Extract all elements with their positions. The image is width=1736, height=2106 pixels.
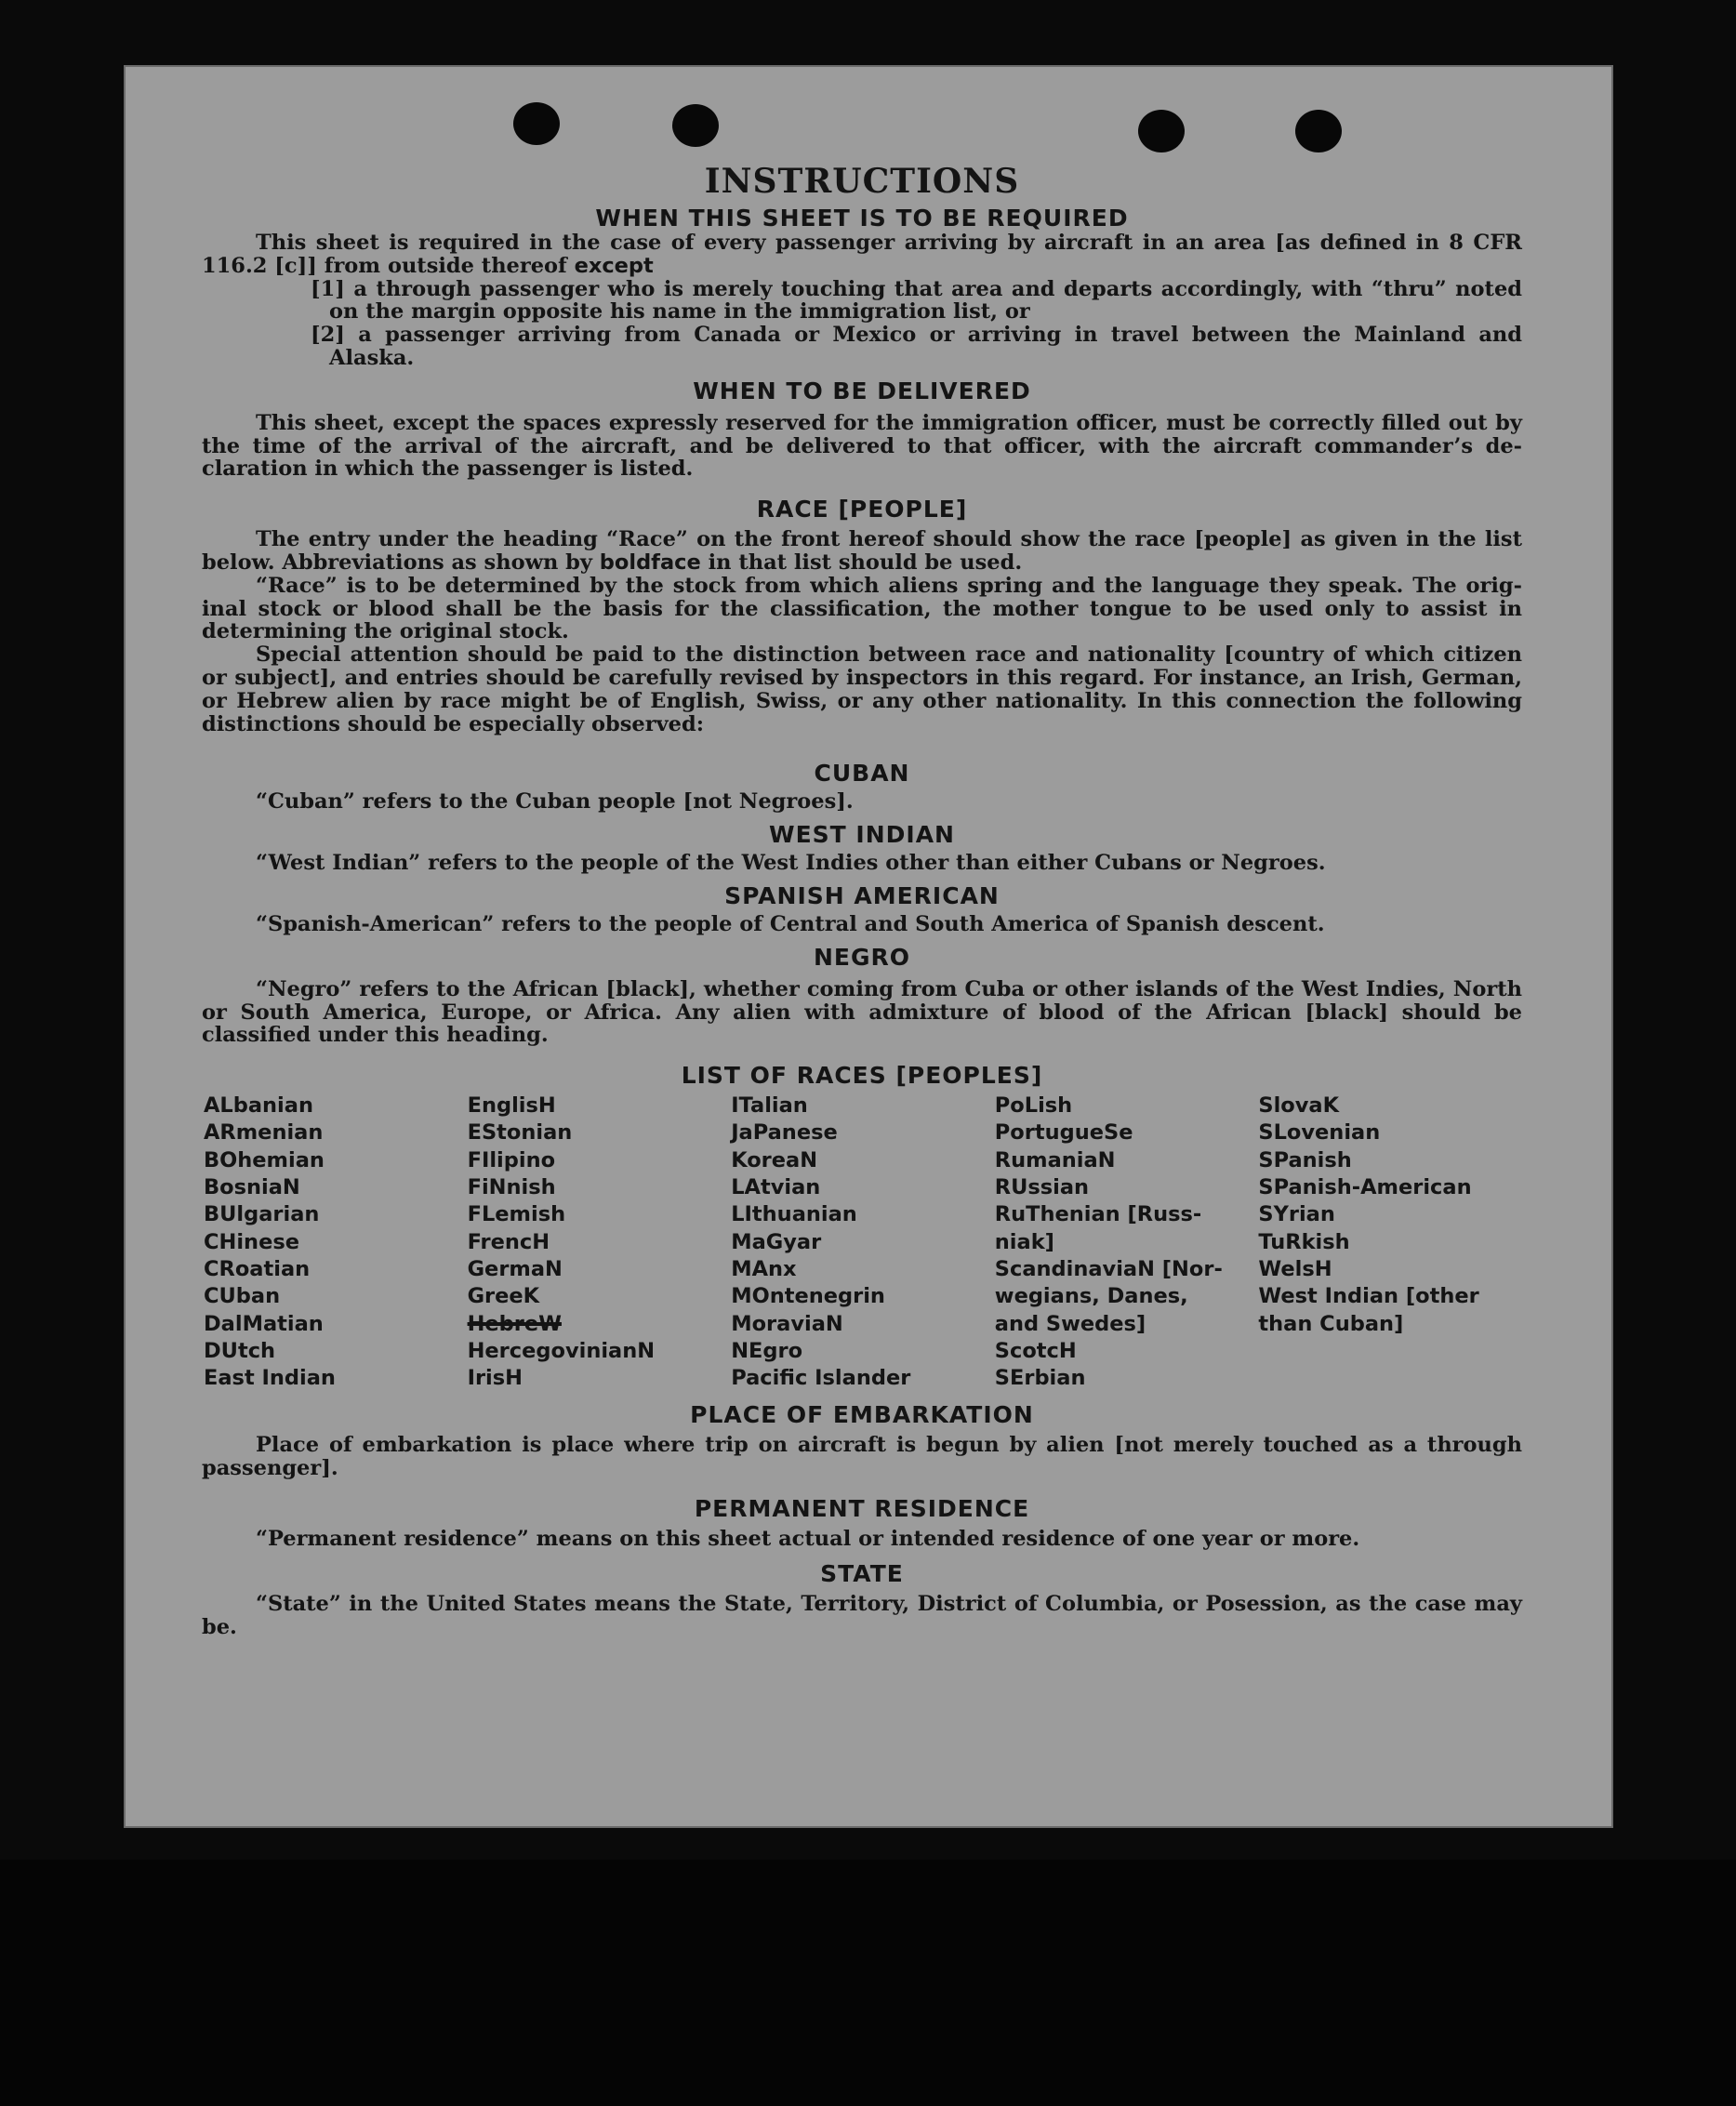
- state-text: “State” in the United States means the State, Territory, District of Columbia, or Posession, as the case may be.: [202, 1591, 1522, 1639]
- race-entry: SlovaK: [1258, 1093, 1340, 1119]
- race-entry: MoraviaN: [731, 1311, 843, 1336]
- race-paragraph-2: “Race” is to be determined by the stock from which aliens spring and the language they speak. The orig-inal stock or blood shall be the basis for the classification, the mother tongue to be used only to assist in determining the original stock.: [202, 573, 1522, 644]
- race-entry: EnglisH: [467, 1093, 556, 1119]
- when-required-intro: This sheet is required in the case of every passenger arriving by aircraft in an area [as defined in 8 CFR 116.2 [c]] from outside thereof except: [202, 231, 1522, 278]
- race-entry: ScandinaviaN [Nor-wegians, Danes, and Swedes]: [994, 1256, 1223, 1336]
- race-entry: SPanish: [1258, 1147, 1352, 1172]
- race-entry: GermaN: [467, 1256, 563, 1281]
- race-entry: ALbanian: [204, 1093, 313, 1119]
- race-entry: NEgro: [731, 1338, 803, 1363]
- cuban-text: “Cuban” refers to the Cuban people [not Negroes].: [256, 789, 854, 815]
- race-entry: ARmenian: [204, 1120, 324, 1146]
- races-column-3: [731, 1093, 995, 1392]
- spanish-american-text: “Spanish-American” refers to the people of Central and South America of Spanish descent.: [256, 911, 1325, 936]
- race-entry: MOntenegrin: [731, 1284, 885, 1309]
- races-column-5: [1258, 1093, 1522, 1392]
- race-entry: SErbian: [994, 1366, 1086, 1391]
- race-entry: LIthuanian: [731, 1202, 857, 1227]
- boldface-word: boldface: [599, 550, 701, 575]
- permanent-residence-text: “Permanent residence” means on this sheet actual or intended residence of one year or more.: [256, 1526, 1360, 1551]
- race-entry: BOhemian: [204, 1147, 325, 1172]
- race-entry: JaPanese: [731, 1120, 838, 1146]
- race-entry: LAtvian: [731, 1175, 821, 1200]
- heading-negro: NEGRO: [813, 943, 911, 971]
- race-entry: HercegovinianN: [467, 1338, 656, 1363]
- race-entry: CUban: [204, 1284, 281, 1309]
- except-bold: except: [574, 253, 654, 278]
- race-entry: SLovenian: [1258, 1120, 1381, 1146]
- race-entry-struck: HebreW: [467, 1311, 562, 1336]
- races-column-1: [204, 1093, 468, 1392]
- heading-embarkation: PLACE OF EMBARKATION: [690, 1401, 1034, 1429]
- race-entry: KoreaN: [731, 1147, 818, 1172]
- heading-cuban: CUBAN: [814, 760, 910, 788]
- page-title: INSTRUCTIONS: [704, 162, 1020, 201]
- race-entry: DUtch: [204, 1338, 276, 1363]
- races-column-2: [468, 1093, 732, 1392]
- negro-text: “Negro” refers to the African [black], whether coming from Cuba or other islands of the West Indies, North or South America, Europe, or Africa. Any alien with admixture of blood of the African [black] should be classified under this heading.: [202, 976, 1522, 1048]
- race-entry: Pacific Islander: [731, 1366, 911, 1391]
- race-entry: RUssian: [994, 1175, 1090, 1200]
- race-entry: PortugueSe: [994, 1120, 1133, 1146]
- race-entry: IrisH: [467, 1366, 523, 1391]
- race-entry: SPanish-American: [1258, 1175, 1472, 1200]
- instructions-body: [202, 162, 1522, 1638]
- race-entry: RuThenian [Russ-niak]: [994, 1202, 1202, 1254]
- heading-spanish-american: SPANISH AMERICAN: [724, 881, 1000, 909]
- race-entry: CHinese: [204, 1229, 299, 1254]
- race-paragraph-1: The entry under the heading “Race” on the front hereof should show the race [people] as given in the list below. Abbreviations as shown by boldface in that list should be used.: [202, 527, 1522, 575]
- exception-item-2: [2] a passenger arriving from Canada or Mexico or arriving in travel between the Mainland and Alaska.: [311, 323, 1522, 370]
- punch-hole: [513, 102, 560, 145]
- heading-permanent-residence: PERMANENT RESIDENCE: [694, 1494, 1030, 1522]
- instruction-sheet: [124, 65, 1613, 1828]
- embarkation-text: Place of embarkation is place where trip on aircraft is begun by alien [not merely touched as a through passenger].: [202, 1433, 1522, 1481]
- race-entry: East Indian: [204, 1366, 336, 1391]
- heading-west-indian: WEST INDIAN: [769, 821, 955, 849]
- west-indian-text: “West Indian” refers to the people of the West Indies other than either Cubans or Negroes.: [256, 851, 1326, 876]
- race-entry: RumaniaN: [994, 1147, 1116, 1172]
- punch-hole: [1295, 110, 1342, 152]
- race-entry: FrencH: [467, 1229, 550, 1254]
- race-entry: FLemish: [467, 1202, 566, 1227]
- race-entry: GreeK: [467, 1284, 540, 1309]
- when-delivered-text: This sheet, except the spaces expressly reserved for the immigration officer, must be correctly filled out by the time of the arrival of the aircraft, and be delivered to that officer, with the aircraft commander’s de-claration in which the passenger is listed.: [202, 410, 1522, 482]
- race-entry: FiNnish: [467, 1175, 556, 1200]
- heading-race: RACE [PEOPLE]: [756, 496, 968, 523]
- race-entry: ScotcH: [994, 1338, 1077, 1363]
- punch-hole: [1138, 110, 1185, 152]
- race-entry: SYrian: [1258, 1202, 1335, 1227]
- race-entry: FIlipino: [467, 1147, 556, 1172]
- heading-state: STATE: [820, 1559, 904, 1587]
- race-entry: WelsH: [1258, 1256, 1332, 1281]
- race-entry: ITalian: [731, 1093, 808, 1119]
- heading-when-required: WHEN THIS SHEET IS TO BE REQUIRED: [595, 205, 1129, 232]
- heading-when-delivered: WHEN TO BE DELIVERED: [693, 377, 1031, 404]
- race-entry: West Indian [other than Cuban]: [1258, 1284, 1479, 1336]
- race-entry: DalMatian: [204, 1311, 324, 1336]
- scan-bottom-margin: [0, 1860, 1736, 2106]
- heading-list-of-races: LIST OF RACES [PEOPLES]: [681, 1062, 1043, 1090]
- race-paragraph-3: Special attention should be paid to the distinction between race and nationality [country of which citizen or subject], and entries should be carefully revised by inspectors in this regard. For instance, an Irish, German, or Hebrew alien by race might be of English, Swiss, or any other nationality. In this connection the following distinctions should be especially observed:: [202, 642, 1522, 736]
- race-entry: BosniaN: [204, 1175, 300, 1200]
- race-entry: MaGyar: [731, 1229, 822, 1254]
- race-entry: TuRkish: [1258, 1229, 1350, 1254]
- punch-hole: [672, 104, 719, 147]
- race-entry: MAnx: [731, 1256, 797, 1281]
- race-entry: BUlgarian: [204, 1202, 320, 1227]
- races-list: [204, 1093, 1522, 1392]
- race-entry: PoLish: [994, 1093, 1073, 1119]
- exception-item-1: [1] a through passenger who is merely touching that area and departs accordingly, with “thru” noted on the margin opposite his name in the immigration list, or: [311, 276, 1522, 325]
- race-entry: CRoatian: [204, 1256, 311, 1281]
- race-entry: EStonian: [467, 1120, 573, 1146]
- races-column-4: [995, 1093, 1259, 1392]
